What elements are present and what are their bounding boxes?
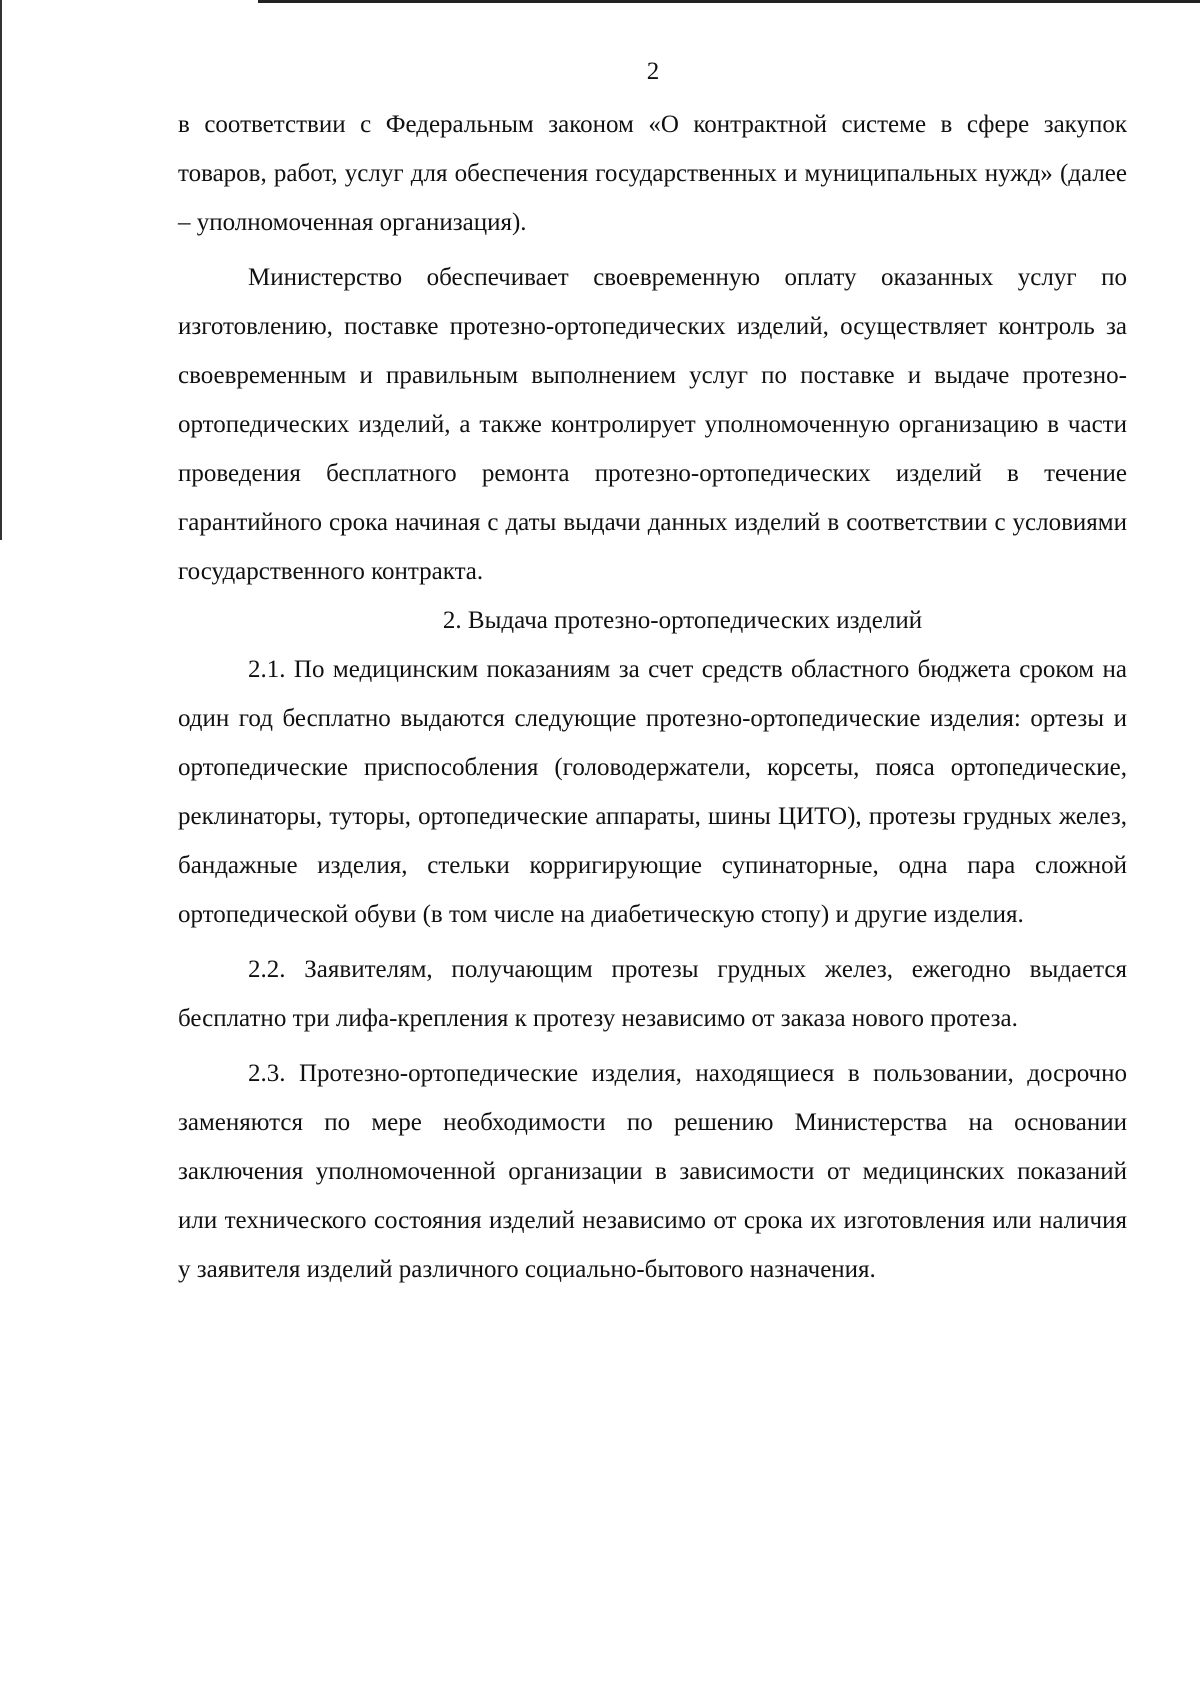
paragraph-ministry-duties: Министерство обеспечивает своевременную оплату оказанных услуг по изготовлению, поставке протезно-ортопедических изделий, осуществляет контроль за своевременным и правильным выполнением услуг по поставке и выдаче протезно-ортопедических изделий, а также контролирует уполномоченную организацию в части проведения бесплатного ремонта протезно-ортопедических изделий в течение гарантийного срока начиная с даты выдачи данных изделий в соответствии с условиями государственного контракта. bbox=[178, 264, 1127, 585]
document-body bbox=[178, 100, 1127, 1294]
scan-top-edge bbox=[258, 0, 1200, 3]
paragraph-2-3: 2.3. Протезно-ортопедические изделия, находящиеся в пользовании, досрочно заменяются по мере необходимости по решению Министерства на основании заключения уполномоченной организации в зависимости от медицинских показаний или технического состояния изделий независимо от срока их изготовления или наличия у заявителя изделий различного социально-бытового назначения. bbox=[178, 1060, 1127, 1283]
section-heading: 2. Выдача протезно-ортопедических изделий bbox=[442, 607, 923, 634]
page-number: 2 bbox=[646, 58, 660, 85]
paragraph-2-2: 2.2. Заявителям, получающим протезы грудных желез, ежегодно выдается бесплатно три лифа-крепления к протезу независимо от заказа нового протеза. bbox=[178, 956, 1127, 1032]
paragraph-2-1: 2.1. По медицинским показаниям за счет средств областного бюджета сроком на один год бесплатно выдаются следующие протезно-ортопедические изделия: ортезы и ортопедические приспособления (головодержатели, корсеты, пояса ортопедические, реклинаторы, туторы, ортопедические аппараты, шины ЦИТО), протезы грудных желез, бандажные изделия, стельки корригирующие супинаторные, одна пара сложной ортопедической обуви (в том числе на диабетическую стопу) и другие изделия. bbox=[178, 656, 1127, 928]
paragraph-continuation: в соответствии с Федеральным законом «О контрактной системе в сфере закупок товаров, работ, услуг для обеспечения государственных и муниципальных нужд» (далее – уполномоченная организация). bbox=[178, 111, 1127, 236]
